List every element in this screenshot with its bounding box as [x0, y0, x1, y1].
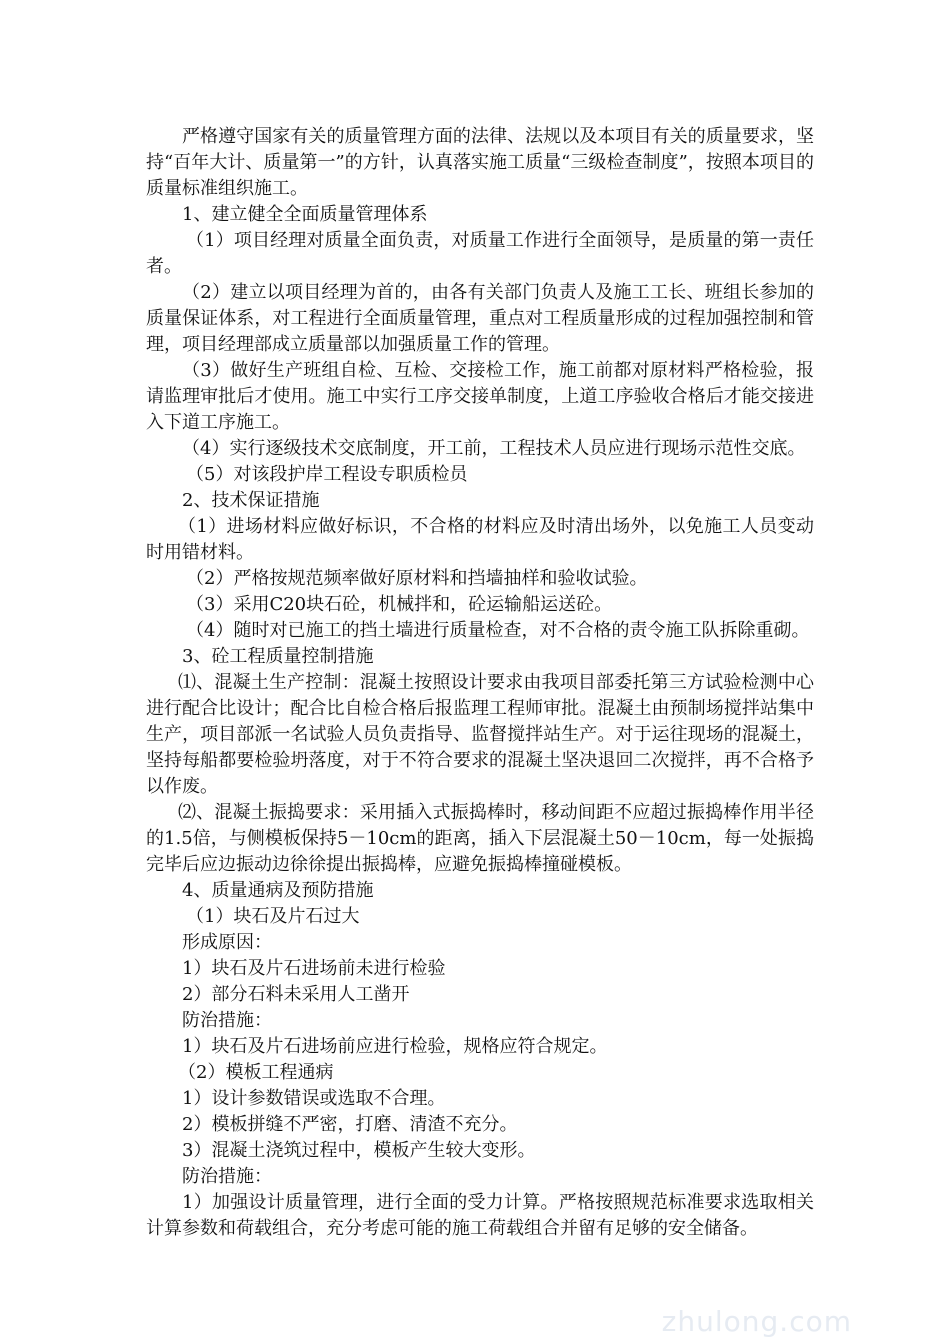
list-item: （2）建立以项目经理为首的，由各有关部门负责人及施工工长、班组长参加的质量保证体系，对工程进行全面质量管理，重点对工程质量形成的过程加强控制和管理，项目经理部成立质量部以加强质量工作的管理。: [146, 282, 814, 355]
list-item: 2）模板拼缝不严密，打磨、清渣不充分。: [182, 1114, 518, 1135]
list-item: （4）随时对已施工的挡土墙进行质量检查，对不合格的责令施工队拆除重砌。: [186, 620, 810, 641]
list-item: 防治措施：: [182, 1166, 272, 1187]
list-item: （4）实行逐级技术交底制度，开工前，工程技术人员应进行现场示范性交底。: [182, 438, 806, 459]
list-item: （3）采用C20块石砼，机械拌和，砼运输船运送砼。: [186, 594, 613, 615]
watermark-logo: zhulong.com: [661, 1305, 852, 1338]
list-item: （2）模板工程通病: [178, 1062, 334, 1083]
list-item: （1）进场材料应做好标识，不合格的材料应及时清出场外，以免施工人员变动时用错材料。: [146, 516, 814, 563]
list-item: 2）部分石料未采用人工凿开: [182, 984, 410, 1005]
list-item: 1）设计参数错误或选取不合理。: [182, 1088, 446, 1109]
list-item: ⑵、混凝土振捣要求：采用插入式振捣棒时，移动间距不应超过振捣棒作用半径的1.5倍，与侧模板保持5－10cm的距离，插入下层混凝土50－10cm，每一处振捣完毕后应边振动边徐徐提出振捣棒，应避免振捣棒撞碰模板。: [146, 802, 814, 875]
section-heading-2: 2、技术保证措施: [182, 490, 320, 511]
list-item: 形成原因：: [182, 932, 272, 953]
section-heading-1: 1、建立健全全面质量管理体系: [182, 204, 428, 225]
list-item: 防治措施：: [182, 1010, 272, 1031]
list-item: （2）严格按规范频率做好原材料和挡墙抽样和验收试验。: [186, 568, 648, 589]
list-item: 1）块石及片石进场前应进行检验，规格应符合规定。: [182, 1036, 608, 1057]
intro-paragraph: 严格遵守国家有关的质量管理方面的法律、法规以及本项目有关的质量要求，坚持“百年大计、质量第一”的方针，认真落实施工质量“三级检查制度”，按照本项目的质量标准组织施工。: [146, 126, 814, 199]
list-item: ⑴、混凝土生产控制：混凝土按照设计要求由我项目部委托第三方试验检测中心进行配合比设计；配合比自检合格后报监理工程师审批。混凝土由预制场搅拌站集中生产，项目部派一名试验人员负责指导、监督搅拌站生产。对于运往现场的混凝土，坚持每船都要检验坍落度，对于不符合要求的混凝土坚决退回二次搅拌，再不合格予以作废。: [146, 672, 814, 797]
list-item: （3）做好生产班组自检、互检、交接检工作，施工前都对原材料严格检验，报请监理审批后才使用。施工中实行工序交接单制度，上道工序验收合格后才能交接进入下道工序施工。: [146, 360, 814, 433]
list-item: （5）对该段护岸工程设专职质检员: [186, 464, 468, 485]
section-heading-4: 4、质量通病及预防措施: [182, 880, 374, 901]
list-item: 1）块石及片石进场前未进行检验: [182, 958, 446, 979]
section-heading-3: 3、砼工程质量控制措施: [182, 646, 374, 667]
list-item: 3）混凝土浇筑过程中，模板产生较大变形。: [182, 1140, 536, 1161]
list-item: （1）项目经理对质量全面负责，对质量工作进行全面领导，是质量的第一责任者。: [146, 230, 814, 277]
document-body: [146, 124, 814, 1242]
list-item: 1）加强设计质量管理，进行全面的受力计算。严格按照规范标准要求选取相关计算参数和荷载组合，充分考虑可能的施工荷载组合并留有足够的安全储备。: [146, 1192, 814, 1239]
list-item: （1）块石及片石过大: [186, 906, 360, 927]
